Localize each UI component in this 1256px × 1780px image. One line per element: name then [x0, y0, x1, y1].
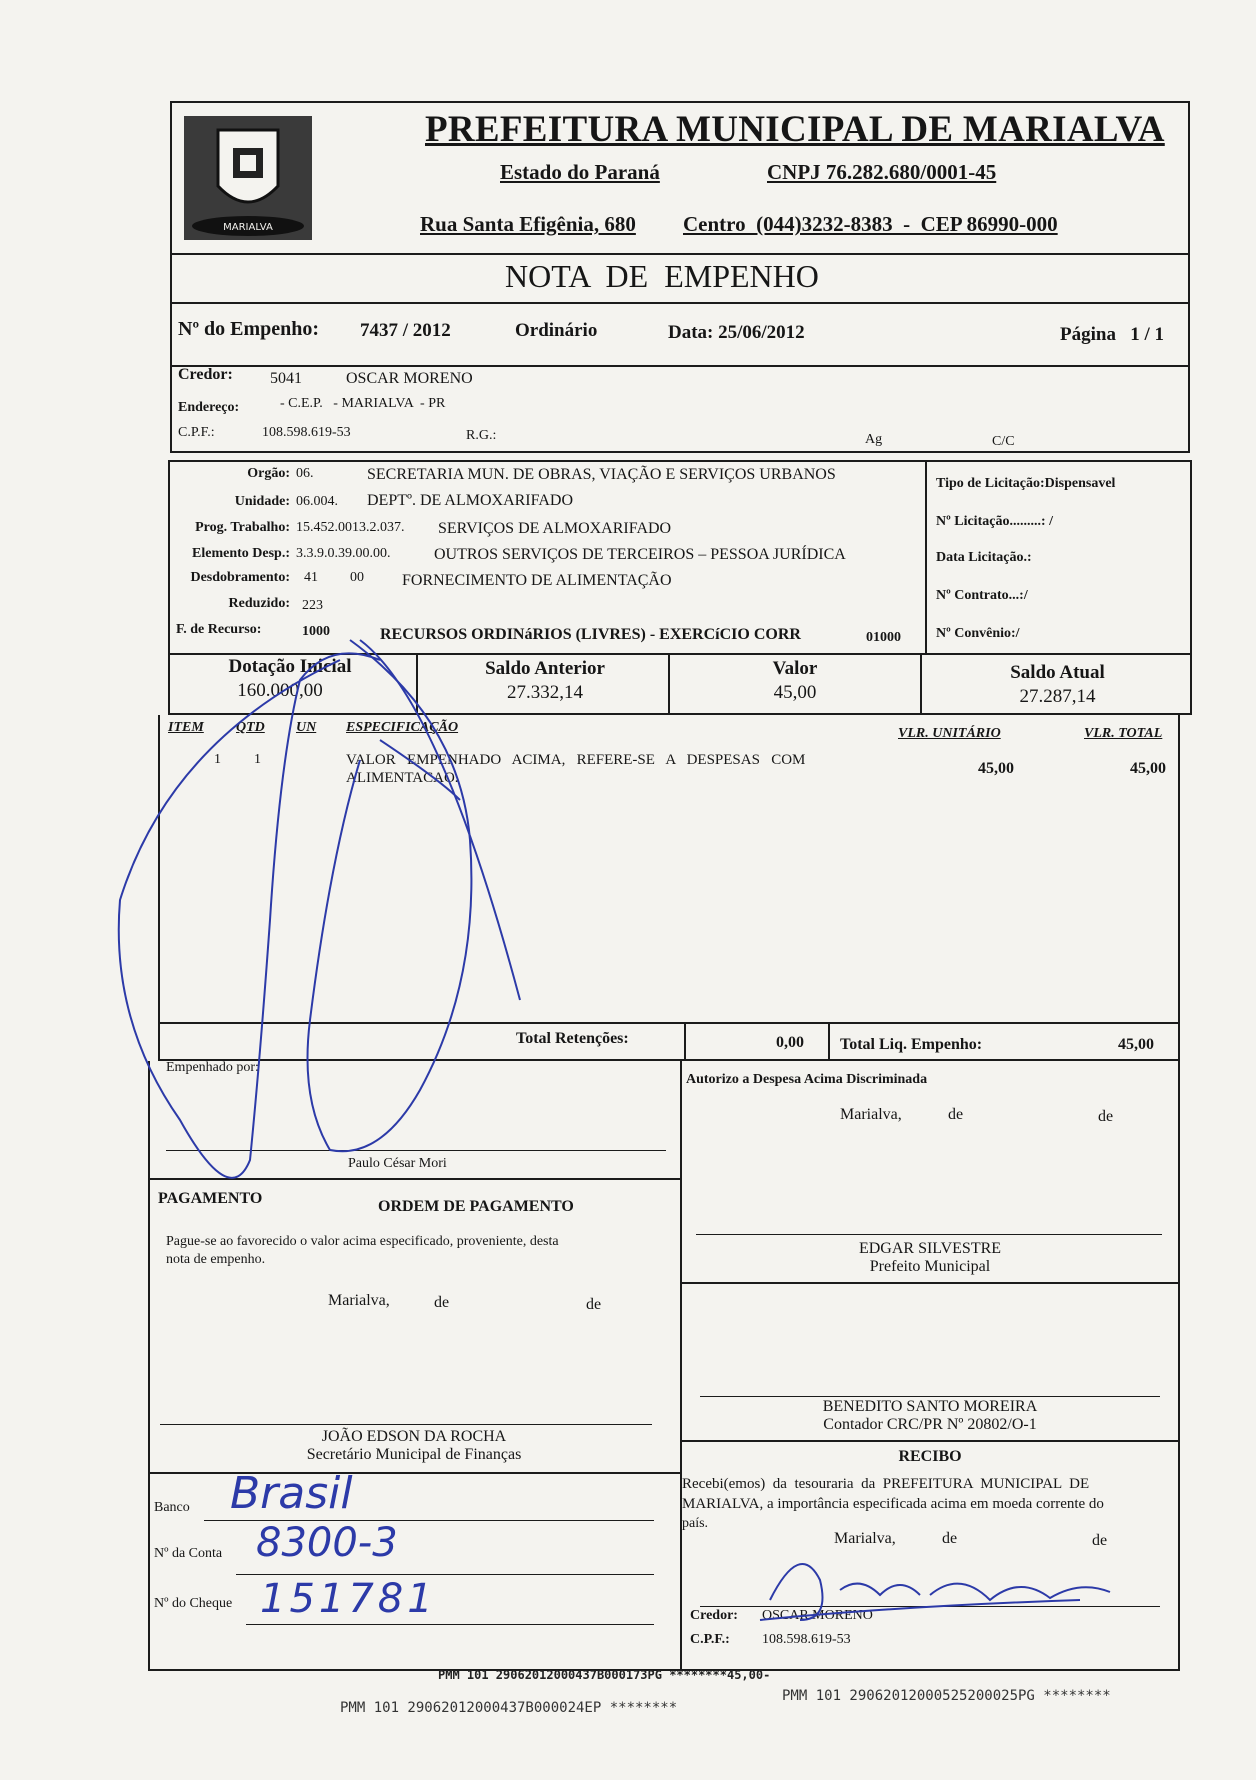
col-un: UN	[296, 720, 317, 735]
org-title: PREFEITURA MUNICIPAL DE MARIALVA	[425, 109, 1165, 150]
orgao-name: SECRETARIA MUN. DE OBRAS, VIAÇÃO E SERVIÇOS URBANOS	[367, 466, 836, 483]
cpf-value: 108.598.619-53	[262, 425, 351, 440]
unidade-code: 06.004.	[296, 494, 338, 509]
orgao-label: Orgão:	[247, 466, 290, 481]
valor-label: Valor	[772, 658, 818, 679]
desdob-name: FORNECIMENTO DE ALIMENTAÇÃO	[402, 572, 672, 589]
col-spec: ESPECIFICAÇÃO	[346, 720, 459, 735]
pagamento-text1: Pague-se ao favorecido o valor acima especificado, proveniente, desta	[166, 1234, 559, 1249]
conta-label: Nº da Conta	[154, 1546, 223, 1561]
saldo-atual-value: 27.287,14	[1019, 686, 1096, 707]
banco-label: Banco	[154, 1500, 190, 1515]
empenhado-signer: Paulo César Mori	[348, 1156, 447, 1171]
contador-name: BENEDITO SANTO MOREIRA	[822, 1398, 1038, 1415]
pagamento-signer-role: Secretário Municipal de Finanças	[306, 1446, 522, 1463]
endereco-label: Endereço:	[178, 400, 240, 415]
reduzido-label: Reduzido:	[228, 596, 290, 611]
empenhado-label: Empenhado por:	[166, 1060, 259, 1075]
recibo-de1: de	[942, 1530, 958, 1547]
saldo-anterior-value: 27.332,14	[507, 682, 583, 703]
org-address: Rua Santa Efigênia, 680	[420, 212, 636, 236]
licitacao-data: Data Licitação.:	[936, 550, 1032, 565]
recurso-name: RECURSOS ORDINáRIOS (LIVRES) - EXERCíCIO CORR	[380, 626, 801, 643]
recurso-num: 01000	[866, 630, 901, 645]
empenho-number: 7437 / 2012	[360, 320, 451, 341]
autorizo-signer-role: Prefeito Municipal	[869, 1258, 991, 1275]
doc-title: NOTA DE EMPENHO	[505, 258, 819, 294]
recibo-credor-value: OSCAR MORENO	[762, 1608, 873, 1623]
contador-role: Contador CRC/PR Nº 20802/O-1	[823, 1416, 1037, 1433]
unidade-name: DEPTº. DE ALMOXARIFADO	[367, 492, 573, 509]
empenho-date: Data: 25/06/2012	[668, 322, 805, 343]
col-total: VLR. TOTAL	[1084, 726, 1163, 741]
stamp-line-1: PMM 101 29062012000437B000173PG ********45,00-	[438, 1668, 771, 1682]
recibo-text1: Recebi(emos) da tesouraria da PREFEITURA MUNICIPAL DE	[682, 1476, 1090, 1492]
cheque-label: Nº do Cheque	[154, 1596, 233, 1611]
rg-label: R.G.:	[466, 428, 497, 443]
elemento-label: Elemento Desp.:	[192, 546, 290, 561]
dotacao-value: 160.000,00	[237, 680, 323, 701]
pagamento-de2: de	[586, 1296, 602, 1313]
cc-label: C/C	[992, 434, 1015, 449]
recurso-label: F. de Recurso:	[176, 622, 262, 637]
unidade-label: Unidade:	[234, 494, 290, 509]
licitacao-contrato: Nº Contrato...:/	[936, 588, 1028, 603]
recibo-text2: MARIALVA, a importância especificada acima em moeda corrente do	[682, 1496, 1104, 1512]
prog-name: SERVIÇOS DE ALMOXARIFADO	[438, 520, 672, 537]
pagamento-label: PAGAMENTO	[158, 1190, 263, 1207]
recibo-de2: de	[1092, 1532, 1108, 1549]
credor-name: OSCAR MORENO	[346, 370, 473, 387]
recibo-cpf-label: C.P.F.:	[690, 1632, 730, 1647]
saldo-anterior-label: Saldo Anterior	[485, 658, 605, 679]
page-number: Página 1 / 1	[1060, 324, 1164, 345]
pagamento-de1: de	[434, 1294, 450, 1311]
item-unit: 45,00	[978, 760, 1014, 777]
pagamento-title: ORDEM DE PAGAMENTO	[378, 1198, 574, 1215]
orgao-code: 06.	[296, 466, 314, 481]
empenho-label: Nº do Empenho:	[178, 318, 320, 340]
retencoes-label: Total Retenções:	[516, 1030, 629, 1047]
org-cnpj: CNPJ 76.282.680/0001-45	[767, 160, 997, 184]
liq-label: Total Liq. Empenho:	[840, 1036, 983, 1053]
valor-value: 45,00	[773, 682, 817, 703]
credor-label: Credor:	[178, 366, 233, 383]
item-spec-line1: VALOR EMPENHADO ACIMA, REFERE-SE A DESPESAS COM	[346, 752, 806, 768]
reduzido-value: 223	[302, 598, 323, 613]
recibo-credor-label: Credor:	[690, 1608, 738, 1623]
stamp-line-3: PMM 101 29062012000525200025PG ********	[782, 1688, 1111, 1704]
item-total: 45,00	[1130, 760, 1166, 777]
col-unit: VLR. UNITÁRIO	[898, 726, 1001, 741]
liq-value: 45,00	[1118, 1036, 1154, 1053]
elemento-code: 3.3.9.0.39.00.00.	[296, 546, 391, 561]
org-state: Estado do Paraná	[500, 160, 660, 184]
recibo-cpf-value: 108.598.619-53	[762, 1632, 851, 1647]
elemento-name: OUTROS SERVIÇOS DE TERCEIROS – PESSOA JURÍDICA	[434, 546, 846, 563]
credor-code: 5041	[270, 370, 302, 387]
item-num: 1	[214, 752, 221, 767]
dotacao-label: Dotação Inicial	[228, 656, 352, 677]
ag-label: Ag	[865, 432, 883, 447]
col-qtd: QTD	[236, 720, 265, 735]
desdob-code: 41	[304, 570, 318, 585]
pagamento-signer-name: JOÃO EDSON DA ROCHA	[321, 1428, 507, 1445]
desdob-sub: 00	[350, 570, 364, 585]
autorizo-place: Marialva,	[840, 1106, 902, 1123]
endereco-value: - C.E.P. - MARIALVA - PR	[280, 396, 446, 411]
pagamento-place: Marialva,	[328, 1292, 390, 1309]
banco-value: Brasil	[230, 1468, 353, 1519]
org-contact: Centro (044)3232-8383 - CEP 86990-000	[683, 212, 1058, 236]
pagamento-text2: nota de empenho.	[166, 1252, 266, 1267]
saldo-atual-label: Saldo Atual	[1010, 662, 1105, 683]
item-spec-line2: ALIMENTACAO.	[346, 770, 459, 786]
licitacao-convenio: Nº Convênio:/	[936, 626, 1020, 641]
autorizo-de1: de	[948, 1106, 964, 1123]
conta-value: 8300-3	[256, 1520, 398, 1566]
autorizo-label: Autorizo a Despesa Acima Discriminada	[686, 1072, 928, 1087]
col-item: ITEM	[168, 720, 204, 735]
cheque-value: 151781	[260, 1576, 437, 1622]
stamp-line-2: PMM 101 29062012000437B000024EP ********	[340, 1700, 678, 1716]
recibo-title: RECIBO	[898, 1448, 962, 1465]
autorizo-signer-name: EDGAR SILVESTRE	[858, 1240, 1002, 1257]
item-qtd: 1	[254, 752, 261, 767]
retencoes-value: 0,00	[776, 1034, 804, 1051]
licitacao-tipo: Tipo de Licitação:Dispensavel	[936, 476, 1116, 491]
prog-label: Prog. Trabalho:	[195, 520, 290, 535]
prog-code: 15.452.0013.2.037.	[296, 520, 405, 535]
desdob-label: Desdobramento:	[190, 570, 290, 585]
svg-text:MARIALVA: MARIALVA	[223, 222, 273, 233]
recurso-code: 1000	[302, 624, 330, 639]
cpf-label: C.P.F.:	[178, 425, 215, 440]
recibo-place: Marialva,	[834, 1530, 896, 1547]
empenho-type: Ordinário	[515, 320, 598, 341]
licitacao-numero: Nº Licitação.........: /	[936, 514, 1053, 529]
recibo-text3: país.	[682, 1516, 709, 1531]
autorizo-de2: de	[1098, 1108, 1114, 1125]
